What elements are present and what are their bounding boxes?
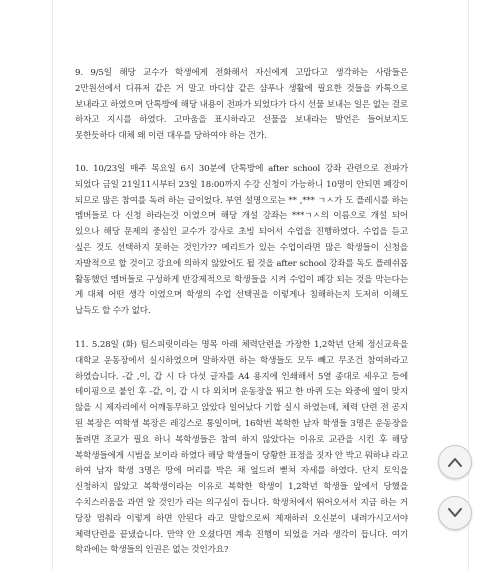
paragraph-item-10: 10. 10/23일 매주 목요일 6시 30분에 단톡방에 after school 강좌 관련으로 전파가 되었다 금일 21일11시부터 23일 18:00까지 수강 신청이 가능하니 10명이 안되면 폐강이 되므로 많은 참여를 독려 하는 글이었다. 부연 설명으로는 ** ,*** ㄱㅅ가 도 플레시를 하는 멤버들로 다 신청 하라는것 이였으며 해당 개설 강좌는 ***ㄱㅅ의 이름으로 개설 되어 있으나 해당 문제의 중심인 교수가 강사로 초빙 되어서 수업을 진행하였다. 수업을 듣고 싶은 것도 선택하지 못하는 것인가?? 메리트가 있는 수업이라면 많은 학생들이 신청을 자발적으로 할 것이고 강요에 의하지 않았어도 될 것을 after school 강좌를 독도 플레쉬몹 활동했던 멤버들로 구성하게 반강제적으로 학생들을 시켜 수업이 폐강 되는 것을 막는다는 게 대체 어떤 생각 이였으며 학생의 수업 선택권을 이렇게나 침해하는지 도저히 이해도 납득도 할 수가 없다.: [75, 164, 408, 317]
scroll-down-button[interactable]: [438, 496, 472, 530]
page-right-edge: [468, 0, 469, 570]
page-left-edge: [52, 0, 53, 570]
chevron-up-icon: [447, 456, 463, 468]
paragraph-item-9: 9. 9/5일 해당 교수가 학생에게 전화해서 자신에게 고맙다고 생각하는 사람들은 2만원선에서 디퓨저 같은 거 말고 바디샵 같은 샴푸나 생활에 필요한 것들을 카톡으로 보내라고 하였으며 단톡방에 해당 내용이 전파가 되었다가 다시 선물 보내는 일은 없는 걸로 하자고 지시를 하였다. 고마움을 표시하라고 선물을 보내라는 발언은 들어보지도 못한듯하다 대체 왜 이런 대우를 당하여야 하는 건가.: [75, 68, 408, 142]
paragraph-item-11: 11. 5.28일 (화) 팀스피릿이라는 명목 아래 체력단련을 가장한 1,2학년 단체 정신교육을 대학교 운동장에서 실시하였으며 말하자면 하는 학생들도 모두 빼고 무조건 참여하라고 하였습니다. -같 ,이, 갑 시 다 다섯 글자를 A4 용지에 인쇄해서 5열 종대로 세우고 등에 테이핑으로 붙인 후 -같, 이, 갑 시 다 외치며 운동장을 뛰고 한 바퀴 도는 와중에 옆이 맞지 않을 시 제자리에서 어깨동무하고 앉았다 일어났다 기합 실시 하였는데, 체력 단련 전 공지 된 복장은 여학생 복장은 레깅스로 통일이며, 16학번 복학한 남자 학생들 3명은 운동장을 돌려면 조교가 필요 하니 복학생들은 참여 하지 않았다는 이유로 교관을 시킨 후 해당 복학생들에게 시범을 보이라 하였다 해당 학생들이 당황한 표정을 짓자 안 박고 뭐하냐 라고 하여 남자 학생 3명은 땅에 머리를 박은 채 엎드려 뻗쳐 자세를 하였다. 단지 토익을 신청하지 않았고 복학생이라는 이유로 복학한 학생이 1,2학년 학생들 앞에서 당했을 수치스러움을 과연 알 것인가 라는 의구심이 듭니다. 학생처에서 뛰어오셔서 지금 하는 거 당장 멈춰라 이렇게 하면 안된다 라고 말할으로써 제재하러 오신분이 내려가시고서야 체력단련을 끝냈습니다. 만약 안 오셨다면 계속 진행이 되었을 거라 생각이 듭니다. 여기 학과에는 학생들의 인권은 없는 것인가요?: [75, 340, 408, 556]
scroll-up-button[interactable]: [438, 445, 472, 479]
chevron-down-icon: [447, 507, 463, 519]
